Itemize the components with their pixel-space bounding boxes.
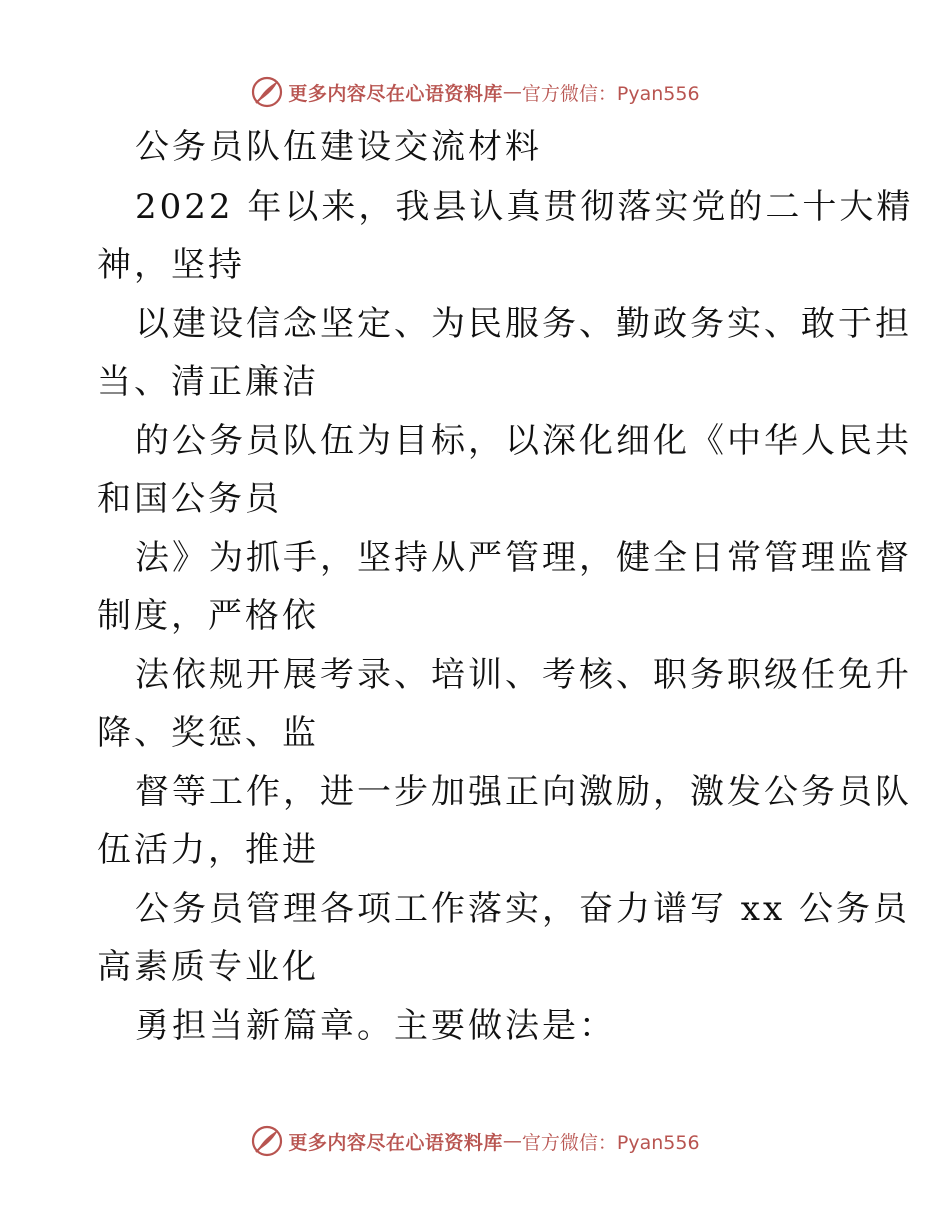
paragraph-line: 当、清正廉洁 [97,362,319,402]
footer-watermark [0,1121,950,1161]
paragraph-line: 的公务员队伍为目标，以深化细化《中华人民共 [135,421,912,461]
watermark-brand-text: 更多内容尽在心语资料库 [288,1131,503,1154]
watermark-separator: — [502,81,522,103]
paragraph-line: 伍活力，推进 [97,830,319,870]
paragraph-line: 高素质专业化 [97,947,319,987]
document-title: 公务员队伍建设交流材料 [135,127,542,167]
watermark-wechat-text: 官方微信：Pyan556 [521,82,700,105]
paragraph-line: 公务员管理各项工作落实，奋力谱写 xx 公务员 [135,889,910,929]
quill-pen-icon [250,1124,284,1158]
quill-pen-icon [250,75,284,109]
paragraph-line: 神，坚持 [97,245,245,285]
paragraph-line: 以建设信念坚定、为民服务、勤政务实、敢于担 [135,304,912,344]
paragraph-line: 督等工作，进一步加强正向激励，激发公务员队 [135,772,912,812]
paragraph-line: 和国公务员 [97,479,282,519]
paragraph-line: 制度，严格依 [97,596,319,636]
watermark-wechat-text: 官方微信：Pyan556 [521,1131,700,1154]
watermark-separator: — [502,1130,522,1152]
watermark-brand-text: 更多内容尽在心语资料库 [288,82,503,105]
paragraph-line: 法》为抓手，坚持从严管理，健全日常管理监督 [135,538,912,578]
paragraph-line: 2022 年以来，我县认真贯彻落实党的二十大精 [135,187,914,227]
paragraph-line: 勇担当新篇章。主要做法是： [135,1006,616,1046]
paragraph-line: 法依规开展考录、培训、考核、职务职级任免升 [135,655,912,695]
paragraph-line: 降、奖惩、监 [97,713,319,753]
header-watermark [0,72,950,112]
